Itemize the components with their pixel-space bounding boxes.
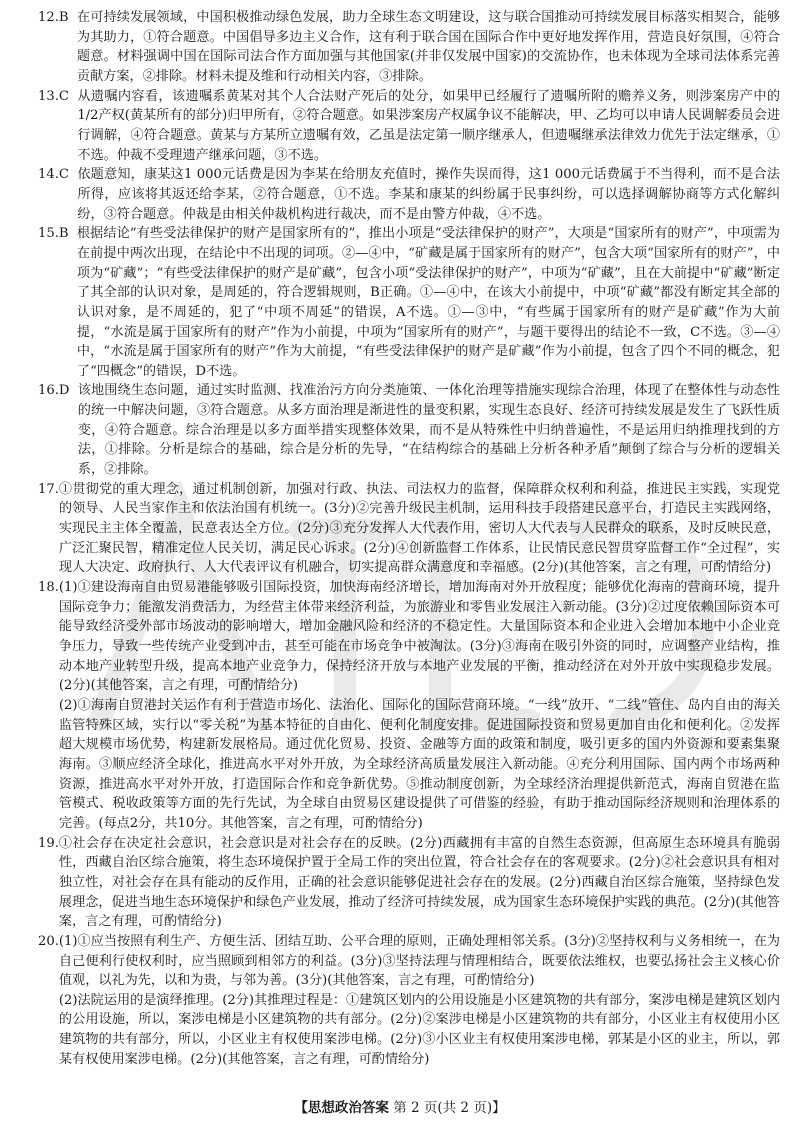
answer-item-18 [38, 578, 780, 834]
answer-paragraph: ①社会存在决定社会意识，社会意识是对社会存在的反映。(2分)西藏拥有丰富的自然生态资源，但高原生态环境具有脆弱性，西藏自治区综合施策，将生态环境保护置于全局工作的突出位置，符合社会存在的客观要求。(2分)②社会意识具有相对独立性，对社会存在具有能动的反作用，正确的社会意识能够促进社会存在的发展。(2分)西藏自治区综合施策，坚持绿色发展理念，促进当地生态环境保护和绿色产业发展，推动了经济可持续发展，成为国家生态环境保护实践的典范。(2分)(其他答案，言之有理，可酌情给分) [58, 835, 780, 930]
answer-body [77, 165, 780, 224]
answer-paragraph: 在可持续发展领域，中国积极推动绿色发展，助力全球生态文明建设，这与联合国推动可持续发展目标落实相契合，能够为其助力，①符合题意。中国倡导多边主义合作，这有利于联合国在国际合作中更好地发挥作用，营造良好氛围，④符合题意。材料强调中国在国际司法合作方面加强与其他国家(并非仅发展中国家)的交流协作，也未体现为全球司法体系完善贡献方案，②排除。材料未提及维和行动相关内容，③排除。 [76, 10, 780, 84]
answer-item-19 [38, 834, 780, 932]
footer-subject: 【思想政治答案 [294, 1100, 389, 1116]
answer-paragraph: (2)法院运用的是演绎推理。(2分)其推理过程是：①建筑区划内的公用设施是小区建筑物的共有部分，案涉电梯是建筑区划内的公用设施，所以，案涉电梯是小区建筑物的共有部分。(2分)②案涉电梯是小区建筑物的共有部分，小区业主有权使用小区建筑物的共有部分，所以，小区业主有权使用案涉电梯。(2分)③小区业主有权使用案涉电梯，郭某是小区的业主，所以，郭某有权使用案涉电梯。(2分)(其他答案，言之有理，可酌情给分) [58, 992, 780, 1067]
answer-paragraph: (1)①应当按照有利生产、方便生活、团结互助、公平合理的原则，正确处理相邻关系。(3分)②坚持权利与义务相统一，在为自己便利行使权利时，应当照顾到相邻方的利益。(3分)③坚持法理与情理相结合，既要依法维权，也要弘扬社会主义核心价值观，以礼为先，以和为贵，与邻为善。(3分)(其他答案，言之有理，可酌情给分) [58, 933, 780, 989]
answer-content [38, 8, 780, 1069]
answer-paragraph: 该地围绕生态问题，通过实时监测、找准治污方向分类施策、一体化治理等措施实现综合治理，体现了在整体性与动态性的统一中解决问题，③符合题意。从多方面治理是渐进性的量变积累，实现生态良好、经济可持续发展是发生了飞跃性质变，④符合题意。综合治理是以多方面举措实现整体效果，而不是从特殊性中归纳普遍性，不是运用归纳推理找到的方法，①排除。分析是综合的基础，综合是分析的先导，“在结构综合的基础上分析各种矛盾”颠倒了综合与分析的逻辑关系，②排除。 [77, 383, 780, 478]
answer-item-17 [38, 480, 780, 578]
answer-item-20 [38, 932, 780, 1070]
answer-number: 14.C [38, 167, 69, 183]
answer-number: 20. [38, 933, 59, 949]
answer-body [78, 381, 780, 479]
answer-body [59, 480, 780, 578]
answer-item-16 [38, 381, 780, 479]
answer-paragraph: 依题意知，康某这1 000元话费是因为李某在给朋友充值时，操作失误而得，这1 000元话费属于不当得利，而不是合法所得，应该将其返还给李某，②符合题意，①不选。李某和康某的纠纷属于民事纠纷，可以选择调解协商等方式化解纠纷，③符合题意。仲裁是由相关仲裁机构进行裁决，而不是由警方仲裁，④不选。 [77, 167, 780, 222]
answer-item-12 [38, 8, 780, 87]
answer-paragraph: ①贯彻党的重大理念，通过机制创新，加强对行政、执法、司法权力的监督，保障群众权利和利益，推进民主实践，实现党的领导、人民当家作主和依法治国有机统一。(3分)②完善升级民主机制，运用科技手段搭建民意平台，打造民主实践网络，实现民主主体全覆盖，民意表达全方位。(2分)③充分发挥人大代表作用，密切人大代表与人民群众的联系，及时反映民意，广泛汇聚民智，精准定位人民关切，满足民心诉求。(2分)④创新监督工作体系，让民情民意民智贯穿监督工作“全过程”，实现人大决定、政府执行、人大代表评议有机融合，切实提高群众满意度和幸福感。(2分)(其他答案，言之有理，可酌情给分) [58, 481, 780, 576]
answer-item-13 [38, 87, 780, 166]
answer-number: 19. [38, 835, 59, 851]
answer-body [77, 224, 780, 381]
footer-page-number: 第 2 页(共 2 页)】 [393, 1100, 506, 1116]
answer-number: 18. [38, 580, 59, 596]
answer-body [59, 834, 780, 932]
answer-paragraph: 根据结论“有些受法律保护的财产是国家所有的”，推出小项是“受法律保护的财产”，大项是“国家所有的财产”，中项需为在前提中两次出现，在结论中不出现的词项。②—④中，“矿藏是属于国家所有的财产”，包含大项“国家所有的财产”，中项为“矿藏”；“有些受法律保护的财产是矿藏”，包含小项“受法律保护的财产”，中项为“矿藏”，且在大前提中“矿藏”断定了其全部的认识对象，是周延的，符合逻辑规则，B正确。①—④中，在该大小前提中，中项“矿藏”都没有断定其全部的认识对象，是不周延的，犯了“中项不周延”的错误，A不选。①—③中，“有些属于国家所有的财产是矿藏”作为大前提，“水流是属于国家所有的财产”作为小前提，中项为“国家所有的财产”，与题干要得出的结论不一致，C不选。③—④中，“水流是属于国家所有的财产”作为大前提，“有些受法律保护的财产是矿藏”作为小前提，包含了四个不同的概念，犯了“四概念”的错误，D不选。 [76, 226, 780, 379]
answer-body [59, 578, 780, 834]
answer-item-14 [38, 165, 780, 224]
answer-body [59, 932, 780, 1070]
answer-paragraph: (1)①建设海南自由贸易港能够吸引国际投资，加快海南经济增长，增加海南对外开放程度；能够优化海南的营商环境，提升国际竞争力；能激发消费活力，为经营主体带来经济利益，为旅游业和零售业发展注入新动能。(3分)②过度依赖国际资本可能导致经济受外部市场波动的影响增大，增加金融风险和经济的不稳定性。大量国际资本和企业进入会增加本地中小企业竞争压力，导致一些传统产业受到冲击，甚至可能在市场竞争中被淘汰。(3分)③海南在吸引外资的同时，应调整产业结构，推动本地产业转型升级，提高本地产业竞争力，保持经济开放与本地产业发展的平衡，推动经济在对外开放中实现稳步发展。(2分)(其他答案，言之有理，可酌情给分) [58, 580, 780, 694]
answer-number: 17. [38, 481, 59, 497]
answer-number: 15.B [38, 226, 69, 242]
answer-body [77, 8, 780, 87]
answer-number: 13.C [38, 88, 69, 104]
page-footer [0, 1099, 800, 1117]
answer-body [77, 87, 780, 166]
answer-number: 12.B [38, 10, 69, 25]
answer-paragraph: (2)①海南自贸港封关运作有利于营造市场化、法治化、国际化的国际营商环境。“一线”放开、“二线”管住、岛内自由的海关监管特殊区域，实行以“零关税”为基本特征的自由化、便利化制度安排。促进国际投资和贸易更加自由化和便利化。②发挥超大规模市场优势，构建新发展格局。通过优化贸易、投资、金融等方面的政策和制度，吸引更多的国内外资源和要素集聚海南。③顺应经济全球化，推进高水平对外开放，为全球经济高质量发展注入新动能。④充分利用国际、国内两个市场两种资源，推进高水平对外开放，打造国际合作和竞争新优势。⑤推动制度创新，为全球经济治理提供新范式，海南自贸港在监管模式、税收政策等方面的先行先试，为全球自由贸易区建设提供了可借鉴的经验，有助于推动国际经济规则和治理体系的完善。(每点2分，共10分。其他答案，言之有理，可酌情给分) [58, 697, 780, 831]
answer-item-15 [38, 224, 780, 381]
answer-number: 16.D [38, 383, 70, 399]
answer-paragraph: 从遗嘱内容看，该遗嘱系黄某对其个人合法财产死后的处分，如果甲已经履行了遗嘱所附的赡养义务，则涉案房产中的1/2产权(黄某所有的部分)归甲所有，②符合题意。如果涉案房产权属争议不能解决，甲、乙均可以申请人民调解委员会进行调解，④符合题意。黄某与方某所立遗嘱有效，乙虽是法定第一顺序继承人，但遗嘱继承法律效力优先于法定继承，①不选。仲裁不受理遗产继承问题，③不选。 [77, 88, 780, 163]
